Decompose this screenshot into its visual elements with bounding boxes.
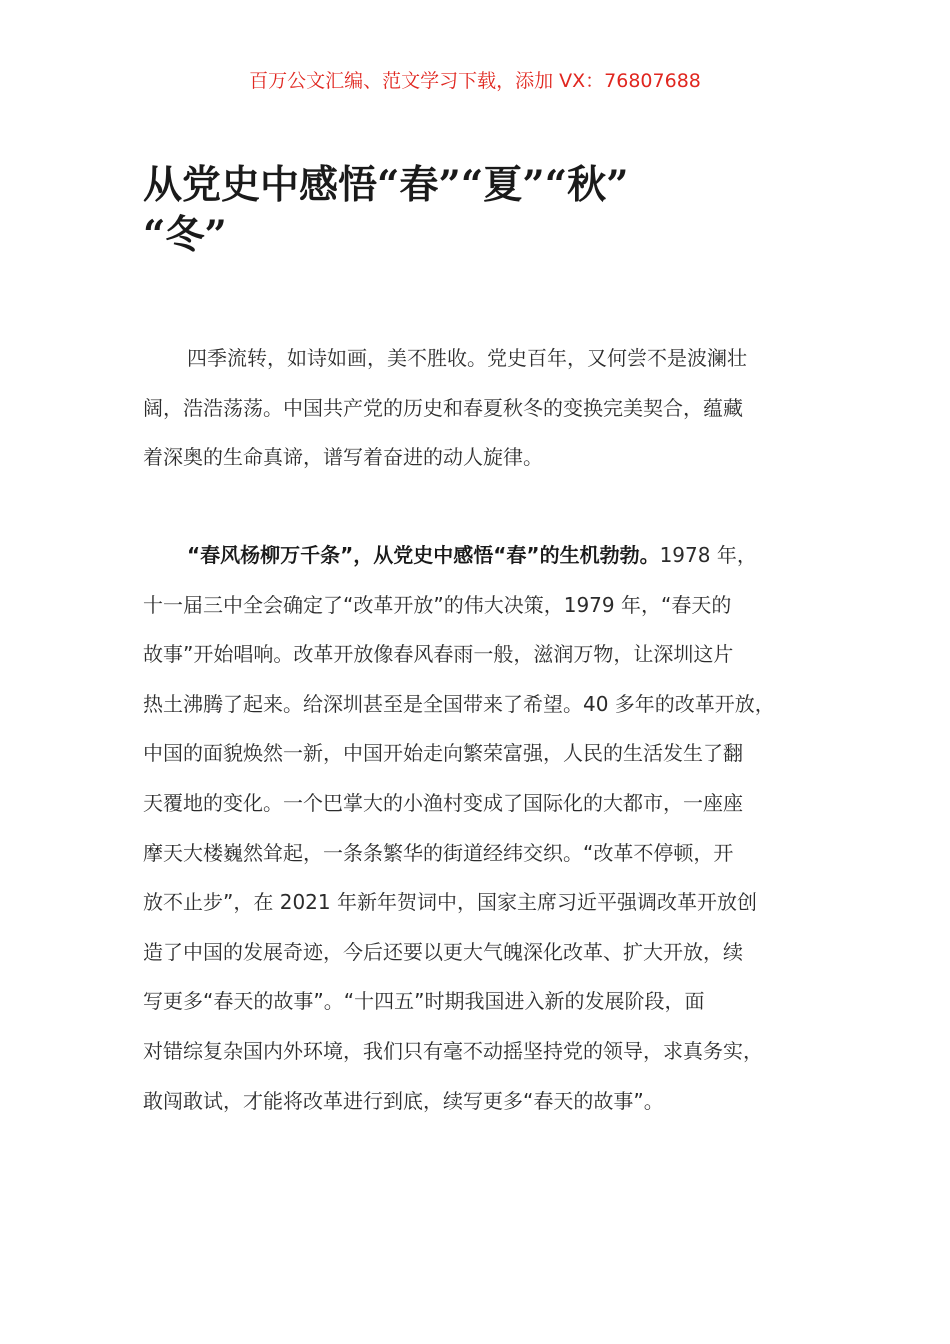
spring-heading: “春风杨柳万千条”，从党史中感悟“春”的生机勃勃。 [187,543,660,567]
paragraph-line: 着深奥的生命真谛，谱写着奋进的动人旋律。 [143,445,543,470]
paragraph-line: 中国的面貌焕然一新，中国开始走向繁荣富强，人民的生活发生了翻 [143,741,743,766]
paragraph-line: 写更多“春天的故事”。“十四五”时期我国进入新的发展阶段，面 [143,989,705,1014]
paragraph-line: 四季流转，如诗如画，美不胜收。党史百年，又何尝不是波澜壮 [187,346,747,370]
page-title-line-1: 从党史中感悟“春”“夏”“秋” [143,162,629,208]
page-title-line-2: “冬” [143,212,227,258]
paragraph-line: 造了中国的发展奇迹，今后还要以更大气魄深化改革、扩大开放，续 [143,939,743,964]
intro-paragraph [143,334,833,483]
paragraph-line: 热土沸腾了起来。给深圳甚至是全国带来了希望。40 多年的改革开放， [143,691,775,716]
page-title [143,160,823,260]
header-note: 百万公文汇编、范文学习下载，添加 VX：76807688 [249,70,701,92]
paragraph-line: 摩天大楼巍然耸起，一条条繁华的街道经纬交织。“改革不停顿，开 [143,840,734,865]
spring-paragraph [143,531,833,1126]
spring-first-line-text: 1978 年， [659,543,757,567]
paragraph-line: 天覆地的变化。一个巴掌大的小渔村变成了国际化的大都市，一座座 [143,790,743,815]
paragraph-line: 阔，浩浩荡荡。中国共产党的历史和春夏秋冬的变换完美契合，蕴藏 [143,395,743,420]
paragraph-line: 十一届三中全会确定了“改革开放”的伟大决策，1979 年，“春天的 [143,592,732,617]
paragraph-line [143,531,833,581]
paragraph-line: 敢闯敢试，才能将改革进行到底，续写更多“春天的故事”。 [143,1088,664,1113]
paragraph-line: 故事”开始唱响。改革开放像春风春雨一般，滋润万物，让深圳这片 [143,642,734,667]
paragraph-line: 放不止步”，在 2021 年新年贺词中，国家主席习近平强调改革开放创 [143,890,757,915]
paragraph-line: 对错综复杂国内外环境，我们只有毫不动摇坚持党的领导，求真务实， [143,1038,763,1063]
